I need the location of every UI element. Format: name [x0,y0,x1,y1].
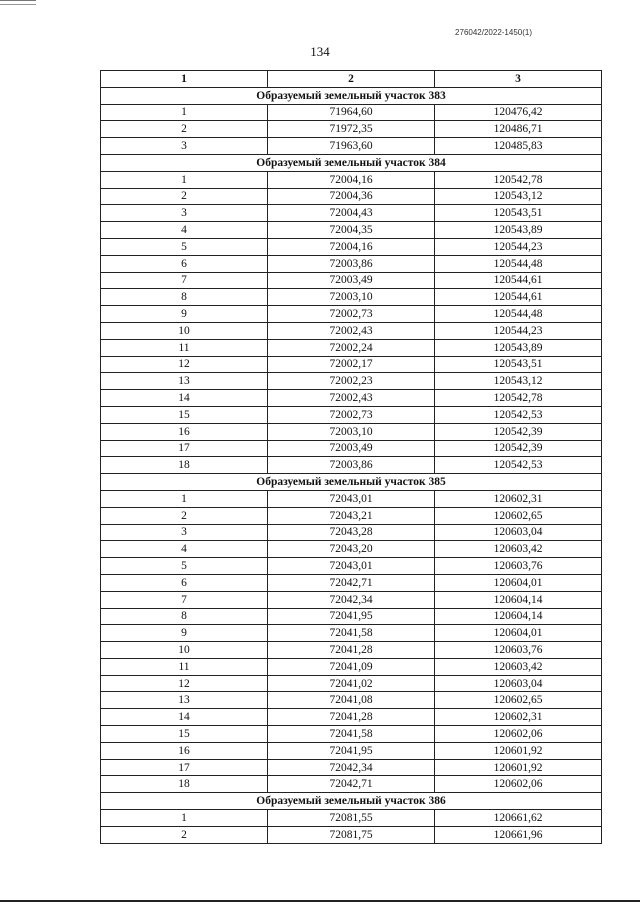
x-coordinate-cell: 72043,01 [268,490,435,507]
y-coordinate-cell: 120661,62 [435,810,602,827]
x-coordinate-cell: 72002,17 [268,356,435,373]
point-number-cell: 1 [101,490,268,507]
y-coordinate-cell: 120544,23 [435,238,602,255]
bottom-rule [0,900,640,902]
y-coordinate-cell: 120604,01 [435,625,602,642]
y-coordinate-cell: 120602,31 [435,490,602,507]
x-coordinate-cell: 72004,16 [268,238,435,255]
point-number-cell: 12 [101,356,268,373]
point-number-cell: 2 [101,188,268,205]
point-number-cell: 14 [101,390,268,407]
x-coordinate-cell: 72043,28 [268,524,435,541]
point-number-cell: 6 [101,255,268,272]
y-coordinate-cell: 120602,06 [435,726,602,743]
table-row [101,390,602,407]
y-coordinate-cell: 120601,92 [435,742,602,759]
y-coordinate-cell: 120602,06 [435,776,602,793]
point-number-cell: 7 [101,272,268,289]
header-cell-3: 3 [435,71,602,88]
y-coordinate-cell: 120661,96 [435,826,602,843]
x-coordinate-cell: 72002,23 [268,373,435,390]
x-coordinate-cell: 72002,73 [268,406,435,423]
table-row [101,171,602,188]
table-row [101,322,602,339]
x-coordinate-cell: 72041,58 [268,625,435,642]
y-coordinate-cell: 120544,61 [435,289,602,306]
x-coordinate-cell: 72041,02 [268,675,435,692]
x-coordinate-cell: 71963,60 [268,138,435,155]
y-coordinate-cell: 120602,65 [435,507,602,524]
group-title-row [101,474,602,491]
x-coordinate-cell: 72004,36 [268,188,435,205]
table-header-row [101,71,602,88]
y-coordinate-cell: 120543,12 [435,188,602,205]
point-number-cell: 1 [101,104,268,121]
x-coordinate-cell: 72004,16 [268,171,435,188]
point-number-cell: 17 [101,759,268,776]
point-number-cell: 7 [101,591,268,608]
y-coordinate-cell: 120603,04 [435,675,602,692]
group-title: Образуемый земельный участок 383 [101,87,602,104]
point-number-cell: 6 [101,574,268,591]
point-number-cell: 1 [101,810,268,827]
y-coordinate-cell: 120542,39 [435,423,602,440]
table-row [101,406,602,423]
y-coordinate-cell: 120543,12 [435,373,602,390]
point-number-cell: 14 [101,709,268,726]
y-coordinate-cell: 120544,61 [435,272,602,289]
y-coordinate-cell: 120542,78 [435,390,602,407]
table-row [101,574,602,591]
point-number-cell: 11 [101,658,268,675]
y-coordinate-cell: 120603,04 [435,524,602,541]
y-coordinate-cell: 120603,76 [435,642,602,659]
x-coordinate-cell: 72002,24 [268,339,435,356]
table-row [101,457,602,474]
table-row [101,138,602,155]
table-row [101,826,602,843]
y-coordinate-cell: 120601,92 [435,759,602,776]
point-number-cell: 12 [101,675,268,692]
table-row [101,490,602,507]
point-number-cell: 17 [101,440,268,457]
x-coordinate-cell: 72043,21 [268,507,435,524]
header-cell-1: 1 [101,71,268,88]
table-row [101,104,602,121]
x-coordinate-cell: 72004,35 [268,222,435,239]
x-coordinate-cell: 71964,60 [268,104,435,121]
point-number-cell: 13 [101,692,268,709]
x-coordinate-cell: 72042,34 [268,759,435,776]
coordinates-table-body [101,71,602,844]
y-coordinate-cell: 120543,51 [435,356,602,373]
page-number: 134 [310,44,330,59]
point-number-cell: 2 [101,121,268,138]
x-coordinate-cell: 72041,28 [268,709,435,726]
table-row [101,205,602,222]
group-title: Образуемый земельный участок 386 [101,793,602,810]
x-coordinate-cell: 72004,43 [268,205,435,222]
table-row [101,238,602,255]
x-coordinate-cell: 71972,35 [268,121,435,138]
table-row [101,759,602,776]
y-coordinate-cell: 120543,89 [435,222,602,239]
table-row [101,423,602,440]
table-row [101,776,602,793]
point-number-cell: 1 [101,171,268,188]
coordinates-table [100,70,602,844]
point-number-cell: 11 [101,339,268,356]
x-coordinate-cell: 72042,34 [268,591,435,608]
point-number-cell: 18 [101,457,268,474]
table-row [101,541,602,558]
x-coordinate-cell: 72041,08 [268,692,435,709]
y-coordinate-cell: 120543,51 [435,205,602,222]
point-number-cell: 9 [101,625,268,642]
corner-scan-mark [0,0,36,5]
x-coordinate-cell: 72042,71 [268,574,435,591]
x-coordinate-cell: 72041,95 [268,608,435,625]
point-number-cell: 8 [101,608,268,625]
point-number-cell: 4 [101,222,268,239]
point-number-cell: 10 [101,322,268,339]
document-id: 276042/2022-1450(1) [455,28,532,37]
y-coordinate-cell: 120544,48 [435,306,602,323]
point-number-cell: 15 [101,726,268,743]
table-row [101,642,602,659]
table-row [101,558,602,575]
table-row [101,356,602,373]
table-row [101,625,602,642]
point-number-cell: 2 [101,826,268,843]
point-number-cell: 3 [101,524,268,541]
table-row [101,306,602,323]
header-cell-2: 2 [268,71,435,88]
x-coordinate-cell: 72003,10 [268,289,435,306]
x-coordinate-cell: 72002,43 [268,390,435,407]
y-coordinate-cell: 120604,01 [435,574,602,591]
table-row [101,289,602,306]
group-title: Образуемый земельный участок 385 [101,474,602,491]
x-coordinate-cell: 72041,09 [268,658,435,675]
x-coordinate-cell: 72002,73 [268,306,435,323]
table-row [101,658,602,675]
point-number-cell: 4 [101,541,268,558]
y-coordinate-cell: 120542,39 [435,440,602,457]
point-number-cell: 5 [101,238,268,255]
x-coordinate-cell: 72003,86 [268,255,435,272]
y-coordinate-cell: 120485,83 [435,138,602,155]
table-row [101,272,602,289]
y-coordinate-cell: 120604,14 [435,608,602,625]
y-coordinate-cell: 120544,48 [435,255,602,272]
table-row [101,810,602,827]
table-row [101,222,602,239]
y-coordinate-cell: 120476,42 [435,104,602,121]
x-coordinate-cell: 72003,86 [268,457,435,474]
table-row [101,709,602,726]
table-row [101,339,602,356]
x-coordinate-cell: 72041,28 [268,642,435,659]
point-number-cell: 5 [101,558,268,575]
x-coordinate-cell: 72081,75 [268,826,435,843]
x-coordinate-cell: 72003,49 [268,440,435,457]
table-row [101,121,602,138]
point-number-cell: 16 [101,423,268,440]
table-row [101,188,602,205]
table-row [101,524,602,541]
x-coordinate-cell: 72002,43 [268,322,435,339]
point-number-cell: 9 [101,306,268,323]
y-coordinate-cell: 120542,53 [435,406,602,423]
point-number-cell: 3 [101,138,268,155]
y-coordinate-cell: 120543,89 [435,339,602,356]
table-row [101,373,602,390]
table-row [101,742,602,759]
table-row [101,675,602,692]
table-row [101,440,602,457]
y-coordinate-cell: 120603,42 [435,658,602,675]
x-coordinate-cell: 72043,20 [268,541,435,558]
y-coordinate-cell: 120544,23 [435,322,602,339]
y-coordinate-cell: 120542,53 [435,457,602,474]
x-coordinate-cell: 72041,58 [268,726,435,743]
x-coordinate-cell: 72003,10 [268,423,435,440]
x-coordinate-cell: 72043,01 [268,558,435,575]
point-number-cell: 8 [101,289,268,306]
y-coordinate-cell: 120603,76 [435,558,602,575]
table-row [101,692,602,709]
table-row [101,726,602,743]
point-number-cell: 10 [101,642,268,659]
group-title-row [101,793,602,810]
x-coordinate-cell: 72081,55 [268,810,435,827]
point-number-cell: 18 [101,776,268,793]
table-row [101,608,602,625]
point-number-cell: 16 [101,742,268,759]
point-number-cell: 13 [101,373,268,390]
y-coordinate-cell: 120486,71 [435,121,602,138]
table-row [101,255,602,272]
y-coordinate-cell: 120542,78 [435,171,602,188]
y-coordinate-cell: 120604,14 [435,591,602,608]
y-coordinate-cell: 120603,42 [435,541,602,558]
y-coordinate-cell: 120602,31 [435,709,602,726]
x-coordinate-cell: 72041,95 [268,742,435,759]
x-coordinate-cell: 72042,71 [268,776,435,793]
group-title-row [101,87,602,104]
point-number-cell: 15 [101,406,268,423]
group-title-row [101,154,602,171]
table-row [101,591,602,608]
point-number-cell: 3 [101,205,268,222]
x-coordinate-cell: 72003,49 [268,272,435,289]
table-row [101,507,602,524]
group-title: Образуемый земельный участок 384 [101,154,602,171]
point-number-cell: 2 [101,507,268,524]
y-coordinate-cell: 120602,65 [435,692,602,709]
